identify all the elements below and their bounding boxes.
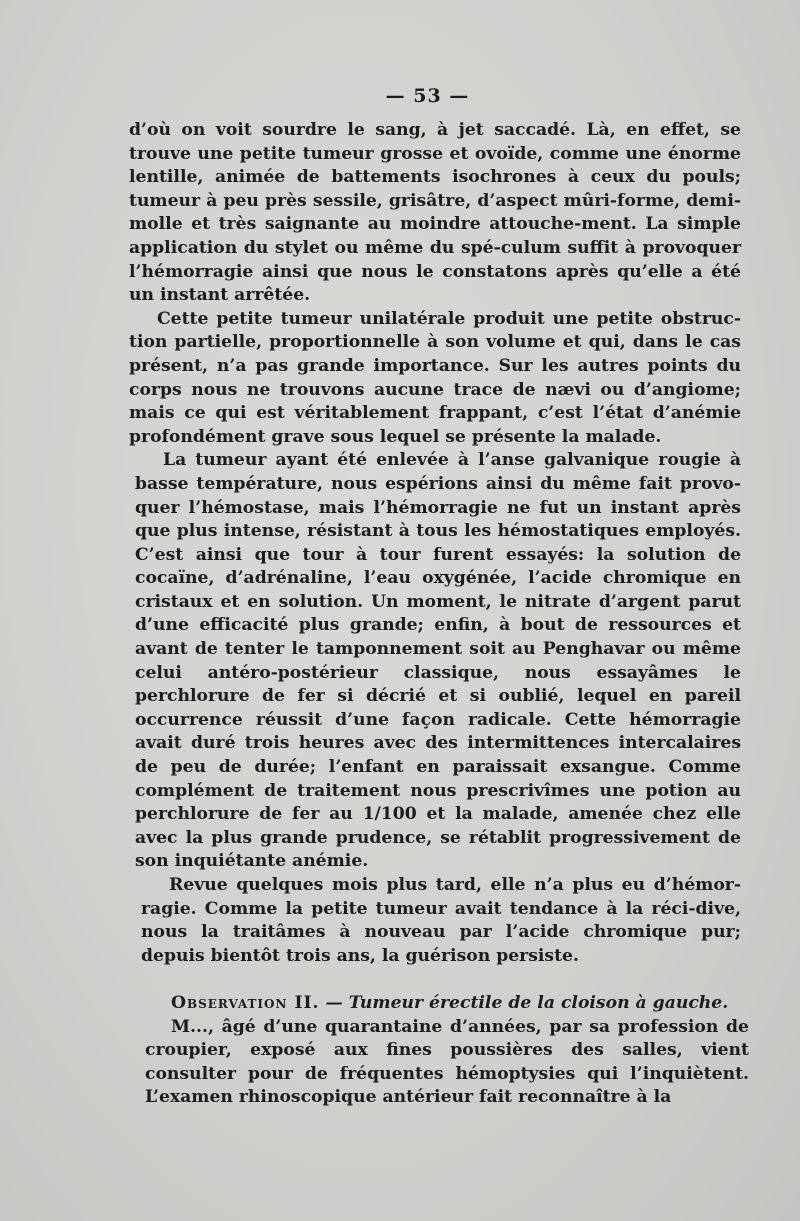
observation-dash: — — [319, 993, 349, 1013]
observation-heading — [145, 992, 749, 1016]
paragraph-1: d’où on voit sourdre le sang, à jet saccadé. Là, en effet, se trouve une petite tumeur grosse et ovoïde, comme une énorme lentille, animée de battements isochrones à ceux du pouls; tumeur à peu près sessile, grisâtre, d’aspect mûri-forme, demi-molle et très saignante au moindre attouche-ment. La simple application du stylet ou même du spé-culum suffit à provoquer l’hémorragie ainsi que nous le constatons après qu’elle a été un instant arrêtée. — [129, 120, 741, 306]
paragraph-3: La tumeur ayant été enlevée à l’anse galvanique rougie à basse température, nous espérions ainsi du même fait provo-quer l’hémostase, mais l’hémorragie ne fut un instant après que plus intense, résistant à tous les hémostatiques employés. C’est ainsi que tour à tour furent essayés: la solution de cocaïne, d’adrénaline, l’eau oxygénée, l’acide chromique en cristaux et en solution. Un moment, le nitrate d’argent parut d’une efficacité plus grande; enfin, à bout de ressources et avant de tenter le tamponnement soit au Penghavar ou même celui antéro-postérieur classique, nous essayâmes le perchlorure de fer si décrié et si oublié, lequel en pareil occurrence réussit d’une façon radicale. Cette hémorragie avait duré trois heures avec des intermittences intercalaires de peu de durée; l’enfant en paraissait exsangue. Comme complément de traitement nous prescrivîmes une potion au perchlorure de fer au 1/100 et la malade, amenée chez elle avec la plus grande prudence, se rétablit progressivement de son inquiétante anémie. — [135, 450, 741, 872]
observation-paragraph: M..., âgé d’une quarantaine d’années, par sa profession de croupier, exposé aux fines poussières des salles, vient consulter pour de fréquentes hémoptysies qui l’inquiètent. L’examen rhinoscopique antérieur fait reconnaître à la — [145, 1016, 749, 1108]
paragraph-4: Revue quelques mois plus tard, elle n’a plus eu d’hémor-ragie. Comme la petite tumeur avait tendance à la réci-dive, nous la traitâmes à nouveau par l’acide chromique pur; depuis bientôt trois ans, la guérison persiste. — [141, 875, 741, 966]
observation-section — [145, 992, 749, 1110]
observation-title: Tumeur érectile de la cloison à gauche. — [348, 993, 729, 1013]
paragraph-2: Cette petite tumeur unilatérale produit une petite obstruc-tion partielle, proportionnelle à son volume et qui, dans le cas présent, n’a pas grande importance. Sur les autres points du corps nous ne trouvons aucune trace de nævi ou d’angiome; mais ce qui est véritablement frappant, c’est l’état d’anémie profondément grave sous lequel se présente la malade. — [129, 308, 741, 447]
main-text — [129, 119, 741, 968]
page-number: — 53 — — [385, 85, 470, 107]
observation-label: Observation II. — [171, 993, 320, 1013]
